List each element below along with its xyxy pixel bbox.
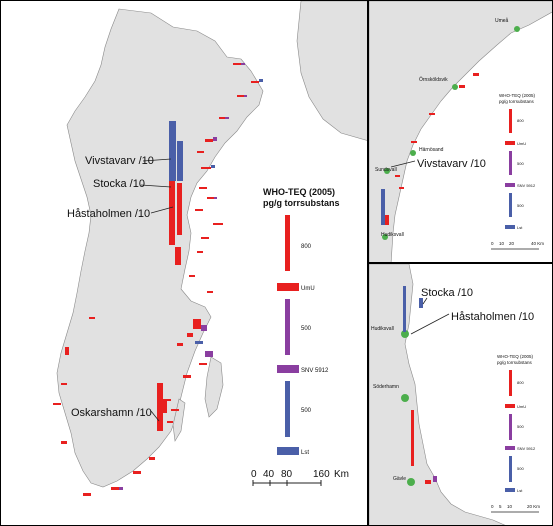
legend-name-blue: Lst [517, 488, 523, 493]
legend-swatch-purple [277, 365, 299, 373]
legend-name-blue: Lst [301, 450, 310, 456]
inset-north-site-label: Vivstavarv /10 [417, 158, 486, 170]
legend-name-blue: Lst [517, 225, 523, 230]
legend-value-purple: 500 [517, 161, 524, 166]
inset-south-site-hastaholmen: Håstaholmen /10 [451, 311, 535, 323]
site-label-oskarshamn: Oskarshamn /10 [71, 407, 152, 419]
inset-south-bar-red [411, 410, 414, 466]
place-label-soderhamn: Söderhamn [373, 384, 399, 390]
scale-tick-5: 5 [499, 504, 502, 509]
scale-unit: Km [334, 469, 349, 480]
scale-tick-40: 40 [263, 469, 275, 480]
place-label-sundsvall: Sundsvall [375, 167, 397, 173]
scale-tick-20: 20 [509, 241, 515, 246]
inset-north-land [369, 1, 553, 263]
legend-value-blue: 500 [301, 408, 312, 414]
site-label-hastaholmen: Håstaholmen /10 [67, 208, 151, 220]
scale-tick-0: 0 [251, 469, 257, 480]
legend-subtitle: pg/g torrsubstans [263, 198, 340, 208]
inset-south-bar-blue-small [419, 298, 423, 308]
inset-map-north [368, 0, 553, 263]
gotland-island [205, 357, 223, 417]
scale-tick-80: 80 [281, 469, 293, 480]
finland-coast [297, 1, 368, 141]
scale-tick-10: 10 [499, 241, 505, 246]
main-map-svg [1, 1, 368, 526]
inset-south-scale [491, 504, 540, 512]
legend-value-blue: 500 [517, 466, 524, 471]
site-label-stocka: Stocka /10 [93, 178, 145, 190]
site-label-vivstavarv: Vivstavarv /10 [85, 155, 154, 167]
inset-north-svg [369, 1, 553, 263]
legend-name-purple: SNV 5912 [301, 368, 329, 374]
legend-subtitle: pg/g torrsubstans [499, 99, 534, 104]
legend-name-purple: SNV 5912 [517, 183, 536, 188]
place-label-gavle: Gävle [393, 476, 407, 482]
place-label-umea: Umeå [495, 18, 509, 24]
station-marker [407, 478, 415, 486]
inset-north-legend [499, 93, 536, 230]
inset-map-south [368, 263, 553, 526]
legend-name-red: UmU [517, 141, 527, 146]
inset-south-bar-blue [403, 286, 406, 332]
scale-tick-10: 10 [507, 504, 513, 509]
station-marker [514, 26, 520, 32]
legend-name-purple: SNV 5912 [517, 446, 536, 451]
legend-bar-blue [285, 381, 290, 437]
inset-south-legend [497, 354, 536, 493]
legend-title: WHO-TEQ (2005) [497, 354, 534, 359]
legend-title: WHO-TEQ (2005) [263, 187, 336, 197]
station-marker [401, 394, 409, 402]
station-marker [410, 150, 416, 156]
scale-tick-0: 0 [491, 504, 494, 509]
place-label-hudiksvall: Hudiksvall [381, 232, 404, 238]
scale-unit: 20 Km [527, 504, 541, 509]
inset-south-site-stocka: Stocka /10 [421, 287, 473, 299]
legend-title: WHO-TEQ (2005) [499, 93, 536, 98]
legend-swatch-blue [277, 447, 299, 455]
legend-name-red: UmU [301, 286, 315, 292]
legend-value-blue: 500 [517, 203, 524, 208]
inset-north-scale [491, 241, 544, 249]
legend-bar-purple [285, 299, 290, 355]
inset-north-bar-red [385, 215, 389, 225]
scale-bar [251, 469, 349, 486]
legend-value-red: 800 [301, 244, 312, 250]
map-legend [263, 187, 340, 456]
legend-value-purple: 500 [301, 326, 312, 332]
legend-bar-red [285, 215, 290, 271]
scale-tick-0: 0 [491, 241, 494, 246]
inset-south-svg [369, 264, 553, 526]
legend-swatch-red [277, 283, 299, 291]
legend-value-red: 800 [517, 380, 524, 385]
place-label-harnosand: Härnösand [419, 147, 444, 153]
legend-value-purple: 500 [517, 424, 524, 429]
legend-subtitle: pg/g torrsubstans [497, 360, 532, 365]
inset-south-land [369, 264, 509, 526]
scale-unit: 40 Km [531, 241, 545, 246]
inset-north-bar-blue [381, 189, 385, 225]
legend-value-red: 800 [517, 118, 524, 123]
place-label-ornskoldsvik: Örnsköldsvik [419, 77, 448, 83]
scale-tick-160: 160 [313, 469, 330, 480]
place-label-hudiksvall: Hudiksvall [371, 326, 394, 332]
legend-name-red: UmU [517, 404, 527, 409]
station-marker [452, 84, 458, 90]
